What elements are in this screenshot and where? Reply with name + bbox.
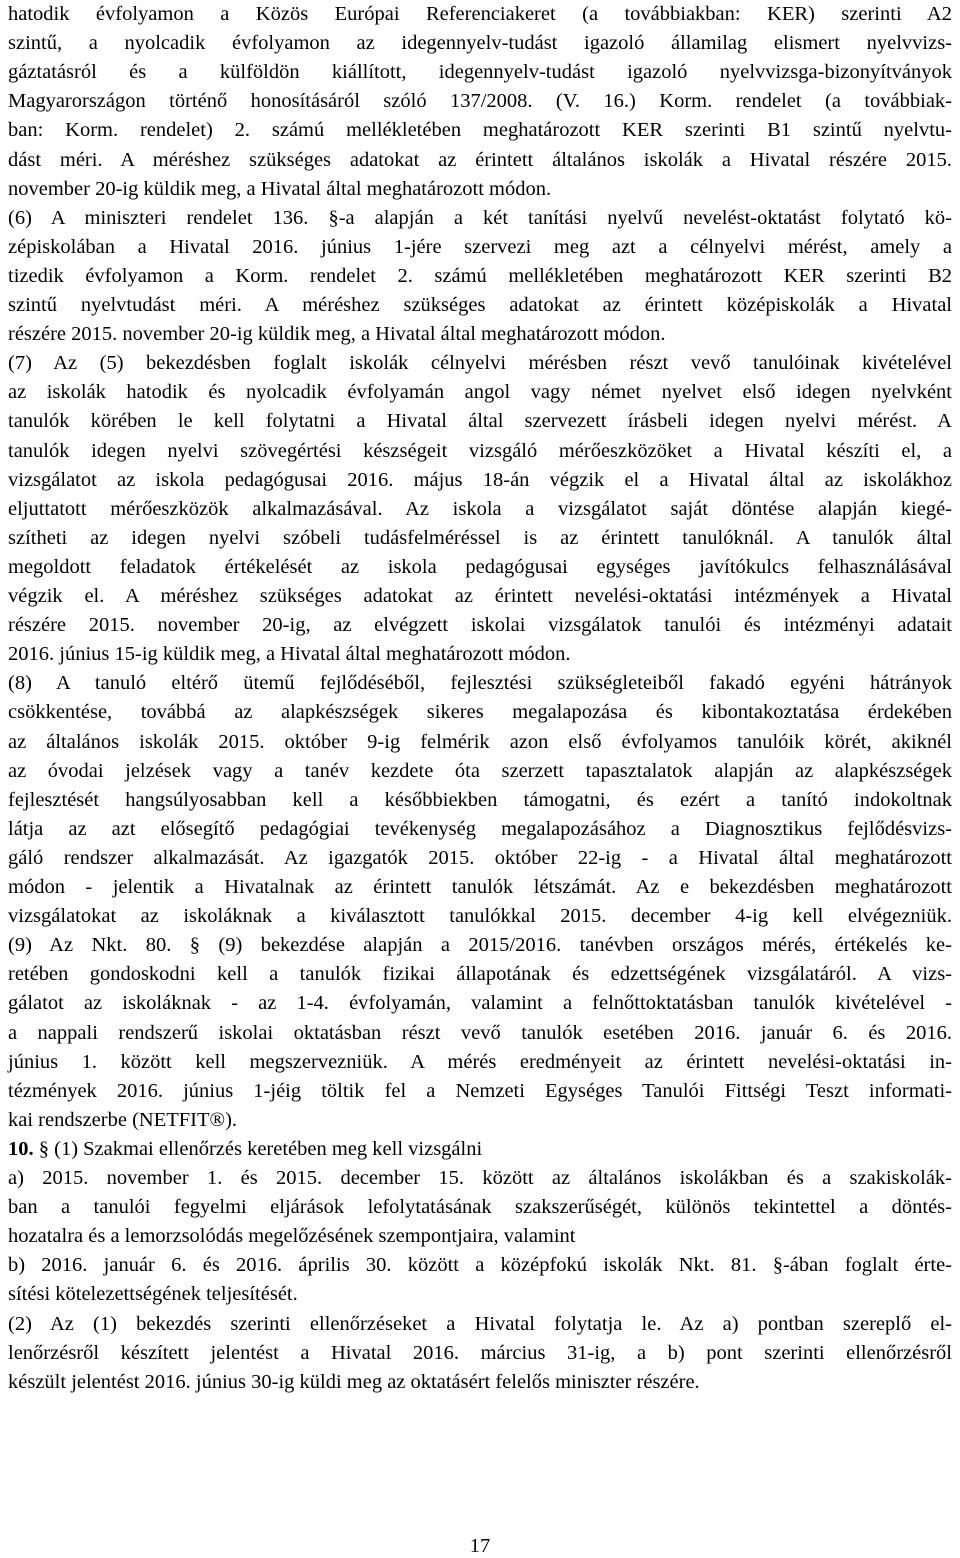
text-line: retében gondoskodni kell a tanulók fizikai állapotának és edzettségének vizsgálatáról. A vizs- xyxy=(8,963,952,986)
text-line: az általános iskolák 2015. október 9-ig felmérik azon első évfolyamos tanulóik körét, akiknél xyxy=(8,730,952,753)
text-line: részére 2015. november 20-ig küldik meg, a Hivatal által meghatározott módon. xyxy=(8,323,666,346)
text-line: csökkentése, továbbá az alapkészségek sikeres megalapozása és kibontakoztatása érdekében xyxy=(8,701,952,724)
text-line: gáló rendszer alkalmazását. Az igazgatók 2015. október 22-ig - a Hivatal által meghatározott xyxy=(8,846,952,869)
text-line: (7) Az (5) bekezdésben foglalt iskolák célnyelvi mérésben részt vevő tanulóinak kivételével xyxy=(8,352,952,375)
text-line: Magyarországon történő honosításáról szóló 137/2008. (V. 16.) Korm. rendelet (a továbbiak- xyxy=(8,90,952,113)
text-line: 10. § (1) Szakmai ellenőrzés keretében meg kell vizsgálni xyxy=(8,1137,483,1160)
text-line: látja az azt elősegítő pedagógiai tevékenység megalapozásához a Diagnosztikus fejlődésvizs- xyxy=(8,817,952,840)
text-line: (9) Az Nkt. 80. § (9) bekezdése alapján a 2015/2016. tanévben országos mérés, értékelés ke- xyxy=(8,934,952,957)
text-line: végzik el. A méréshez szükséges adatokat az érintett nevelési-oktatási intézmények a Hivatal xyxy=(8,585,952,607)
text-line: szintű nyelvtudást méri. A méréshez szükséges adatokat az érintett középiskolák a Hivatal xyxy=(8,294,952,316)
text-line: gáztatásról és a külföldön kiállított, idegennyelv-tudást igazoló nyelvvizsga-bizonyítványok xyxy=(8,61,952,84)
text-line: kai rendszerbe (NETFIT®). xyxy=(8,1108,238,1131)
text-line: b) 2016. január 6. és 2016. április 30. között a középfokú iskolák Nkt. 81. §-ában foglalt érte- xyxy=(8,1254,952,1277)
text-line: (6) A miniszteri rendelet 136. §-a alapján a két tanítási nyelvű nevelést-oktatást folytató kö- xyxy=(8,206,952,229)
text-line: lenőrzésről készített jelentést a Hivatal 2016. március 31-ig, a b) pont szerinti ellenőrzésről xyxy=(8,1341,952,1364)
text-line: ban: Korm. rendelet) 2. számú mellékletében meghatározott KER szerinti B1 szintű nyelvtu- xyxy=(8,119,952,142)
text-line: tizedik évfolyamon a Korm. rendelet 2. számú mellékletében meghatározott KER szerinti B2 xyxy=(8,264,952,287)
text-line: az iskolák hatodik és nyolcadik évfolyamán angol vagy német nyelvet első idegen nyelvként xyxy=(8,381,952,404)
text-line: gálatot az iskoláknak - az 1-4. évfolyamán, valamint a felnőttoktatásban tanulók kivételével - xyxy=(8,992,952,1015)
text-line: módon - jelentik a Hivatalnak az érintett tanulók létszámát. Az e bekezdésben meghatározott xyxy=(8,876,952,898)
text-line: a nappali rendszerű iskolai oktatásban részt vevő tanulók esetében 2016. január 6. és 2016. xyxy=(8,1021,952,1044)
text-line: vizsgálatot az iskola pedagógusai 2016. május 18-án végzik el a Hivatal által az iskolákhoz xyxy=(8,468,952,491)
text-line: június 1. között kell megszervezniük. A mérés eredményeit az érintett nevelési-oktatási in- xyxy=(8,1050,952,1073)
text-line: az óvodai jelzések vagy a tanév kezdete óta szerzett tapasztalatok alapján az alapkészségek xyxy=(8,759,952,782)
text-line: hozatalra és a lemorzsolódás megelőzésének szempontjaira, valamint xyxy=(8,1225,576,1248)
page-number: 17 xyxy=(469,1535,491,1557)
text-line: szintű, a nyolcadik évfolyamon az idegennyelv-tudást igazoló államilag elismert nyelvvizs- xyxy=(8,32,952,55)
text-line: november 20-ig küldik meg, a Hivatal által meghatározott módon. xyxy=(8,177,552,200)
text-line: hatodik évfolyamon a Közös Európai Referenciakeret (a továbbiakban: KER) szerinti A2 xyxy=(8,3,952,25)
text-line: eljuttatott mérőeszközök alkalmazásával. Az iskola a vizsgálatot saját döntése alapján kiegé- xyxy=(8,497,952,520)
text-line: vizsgálatokat az iskoláknak a kiválasztott tanulókkal 2015. december 4-ig kell elvégezniük. xyxy=(8,905,952,928)
text-line: sítési kötelezettségének teljesítését. xyxy=(8,1283,298,1306)
text-line: készült jelentést 2016. június 30-ig küldi meg az oktatásért felelős miniszter részére. xyxy=(8,1370,700,1393)
text-line: a) 2015. november 1. és 2015. december 15. között az általános iskolákban és a szakiskolák- xyxy=(8,1167,952,1189)
text-line: ban a tanulói fegyelmi eljárások lefolytatásának szakszerűségét, különös tekintettel a döntés- xyxy=(8,1196,952,1219)
text-line: (8) A tanuló eltérő ütemű fejlődéséből, fejlesztési szükségleteiből fakadó egyéni hátrányok xyxy=(8,672,952,695)
text-line: fejlesztését hangsúlyosabban kell a későbbiekben támogatni, és ezért a tanító indokoltnak xyxy=(8,788,952,811)
text-line: részére 2015. november 20-ig, az elvégzett iskolai vizsgálatok tanulói és intézményi adatait xyxy=(8,614,952,637)
text-line: dást méri. A méréshez szükséges adatokat az érintett általános iskolák a Hivatal részére 2015. xyxy=(8,148,952,171)
text-line: tézmények 2016. június 1-jéig töltik fel a Nemzeti Egységes Tanulói Fittségi Teszt informati- xyxy=(8,1079,952,1102)
text-line: megoldott feladatok értékelését az iskola pedagógusai egységes javítókulcs felhasználásával xyxy=(8,555,952,578)
text-line: zépiskolában a Hivatal 2016. június 1-jére szervezi meg azt a célnyelvi mérést, amely a xyxy=(8,235,952,258)
text-line: (2) Az (1) bekezdés szerinti ellenőrzéseket a Hivatal folytatja le. Az a) pontban szereplő el- xyxy=(8,1312,952,1335)
text-line: szítheti az idegen nyelvi szóbeli tudásfelméréssel is az érintett tanulóknál. A tanulók által xyxy=(8,526,952,549)
text-line: tanulók körében le kell folytatni a Hivatal által szervezett írásbeli idegen nyelvi mérést. A xyxy=(8,410,952,433)
section-number: 10. xyxy=(8,1137,34,1160)
text-line: 2016. június 15-ig küldik meg, a Hivatal által meghatározott módon. xyxy=(8,643,571,666)
text-line: tanulók idegen nyelvi szövegértési készségeit vizsgáló mérőeszközöket a Hivatal készíti el, a xyxy=(8,439,952,462)
